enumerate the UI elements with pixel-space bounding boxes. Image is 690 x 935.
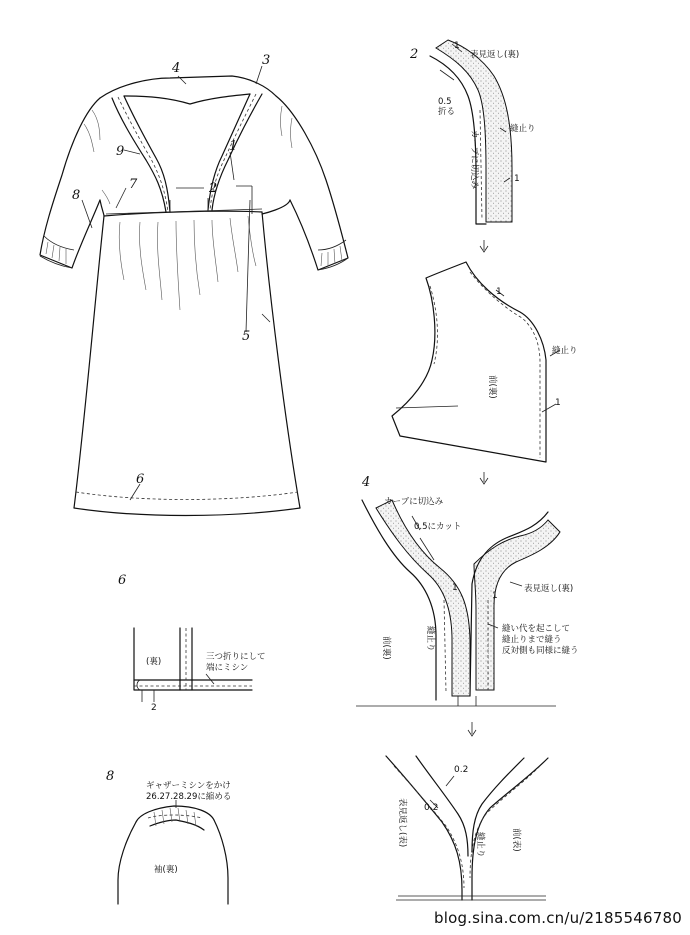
step2-mark-1a: 1 [454, 41, 460, 51]
callout-4: 4 [172, 61, 181, 76]
step4b-measure-b: 0.2 [424, 803, 439, 813]
step6-measure: 2 [151, 703, 157, 713]
dress-illustration [40, 66, 348, 516]
callout-1: 1 [229, 139, 238, 154]
step4-instruction-2: 縫止りまで縫う [502, 635, 562, 645]
callout-2: 2 [209, 181, 218, 196]
step4-facing-label: 表見返し(裏) [524, 584, 574, 594]
callout-6: 6 [136, 472, 145, 487]
step4-stitch-label: 縫止り [425, 626, 435, 652]
step2b-bodice-diagram [392, 262, 560, 484]
step8-instruction-2: 26.27.28.29に縮める [146, 792, 232, 802]
step2-number: 2 [410, 47, 419, 62]
step4b-measure-a: 0.2 [454, 765, 469, 775]
watermark: blog.sina.com.cn/u/2185546780 [433, 909, 682, 927]
step4-neck-diagram [356, 500, 560, 736]
step2-fold-label: 0.5 [438, 97, 452, 107]
step4b-facing-label: 表見返し(表) [397, 798, 407, 848]
step8-sleeve-diagram [118, 800, 228, 904]
step4-mark-1b: 1 [492, 591, 498, 601]
step2b-mark-1b: 1 [555, 398, 561, 408]
step8-number: 8 [106, 769, 115, 784]
step4b-front-label: 前(表) [511, 828, 521, 852]
step8-instruction-1: ギャザーミシンをかけ [146, 781, 231, 791]
step2b-stitch-label: 縫止り [552, 346, 578, 356]
step2-stitch-label: 縫止り [510, 124, 536, 134]
step4-cut-label: 0.5にカット [414, 522, 462, 532]
step4b-stitch-label: 縫止り [475, 832, 485, 858]
step4-instruction-3: 反対側も同様に縫う [502, 646, 579, 656]
step2-notch-label: カーブに切込み [469, 130, 479, 190]
step4-notch-label: カーブに切込み [384, 497, 444, 507]
step4-front-label: 前(裏) [381, 636, 391, 660]
step6-inside-label: (裏) [146, 657, 162, 667]
step2-facing-label: 表見返し(裏) [470, 50, 520, 60]
step4-number: 4 [362, 475, 371, 490]
step2-mark-1c: 1 [514, 174, 520, 184]
callout-9: 9 [116, 144, 125, 159]
step6-number: 6 [118, 573, 127, 588]
step6-instruction-1: 三つ折りにして [206, 652, 266, 662]
callout-8: 8 [72, 188, 81, 203]
step2b-mark-1a: 1 [496, 287, 502, 297]
callout-7: 7 [129, 177, 138, 192]
step4-instruction-1: 縫い代を起こして [502, 624, 571, 634]
step4b-finished-diagram [386, 756, 548, 900]
callout-3: 3 [262, 53, 271, 68]
step4-mark-1a: 1 [452, 583, 458, 593]
callout-5: 5 [242, 329, 251, 344]
step8-sleeve-label: 袖(裏) [154, 865, 178, 875]
step2b-front-label: 前(裏) [487, 375, 497, 399]
step6-instruction-2: 端にミシン [206, 663, 249, 673]
step2-fold-label-2: 折る [438, 107, 456, 117]
